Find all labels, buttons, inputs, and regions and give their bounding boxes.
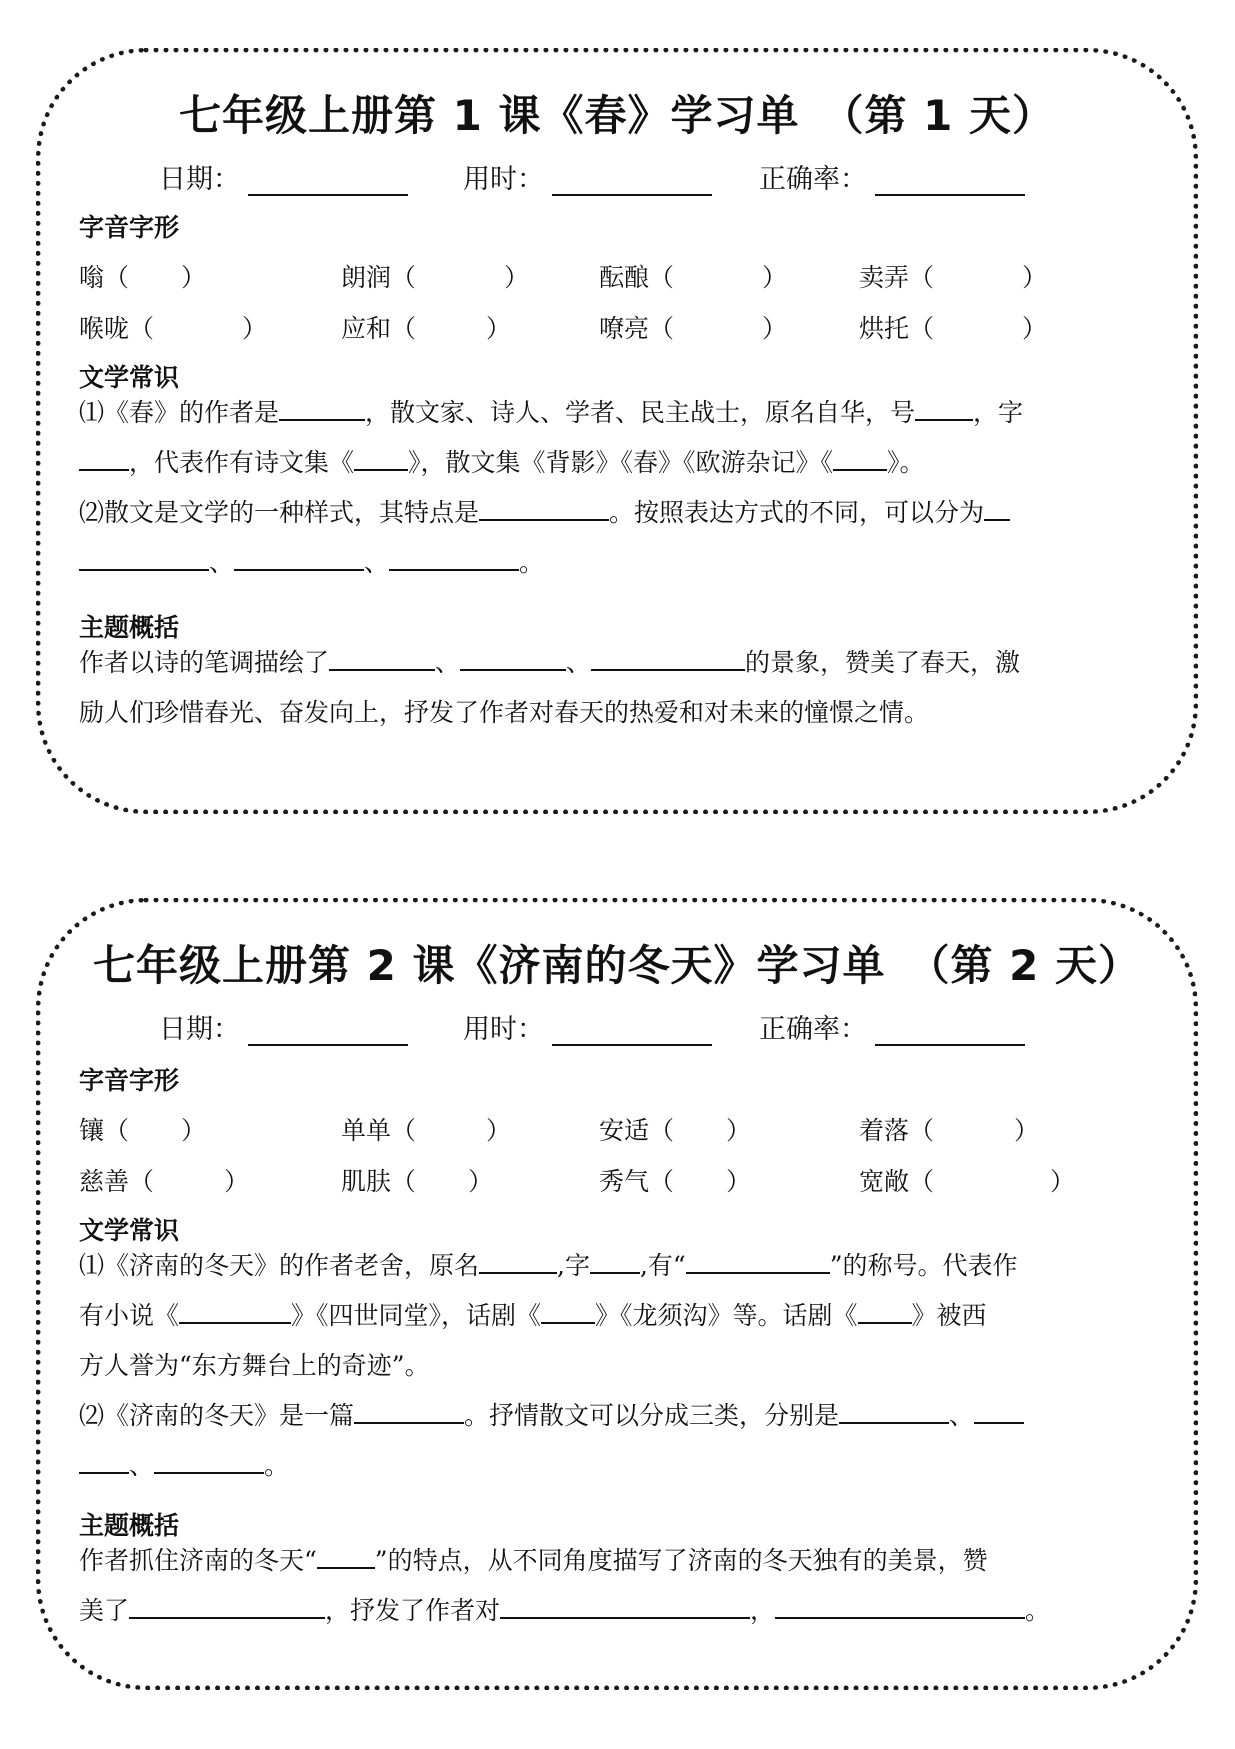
pinyin-word: 嘹亮（ — [599, 314, 675, 343]
worksheet-card-lesson-2 — [36, 898, 1198, 1690]
pinyin-word: 喉咙（ — [79, 314, 155, 343]
pinyin-word: 镶（ — [79, 1116, 130, 1145]
answer-blank[interactable] — [154, 1448, 264, 1474]
pinyin-row-1: 镶（ ） 单单（ ） 安适（ ） 着落（ ） — [79, 1116, 1040, 1145]
answer-blank[interactable] — [541, 1298, 595, 1324]
accuracy-field[interactable] — [875, 168, 1025, 196]
answer-blank[interactable] — [479, 495, 609, 521]
answer-blank[interactable] — [479, 1248, 557, 1274]
time-label: 用时： — [463, 1014, 544, 1045]
pinyin-word: 秀气（ — [599, 1167, 675, 1196]
literature-question-1: ⑴《春》的作者是 ，散文家、诗人、学者、民主战士，原名自华，号 ，字 ，代表作有诗文集《 》，散文集《背影》《春》《欧游杂记》《 》。 — [79, 388, 1164, 488]
answer-blank[interactable] — [590, 1248, 640, 1274]
answer-blank[interactable] — [591, 645, 745, 671]
time-field[interactable] — [552, 168, 712, 196]
literature-question-2: ⑵《济南的冬天》是一篇 。抒情散文可以分成三类，分别是 、 、 。 — [79, 1391, 1164, 1491]
answer-blank[interactable] — [389, 545, 519, 571]
pinyin-word: 着落（ — [859, 1116, 935, 1145]
section-heading-pinyin: 字音字形 — [79, 213, 180, 242]
answer-blank[interactable] — [234, 545, 364, 571]
pinyin-word: 应和（ — [341, 314, 417, 343]
accuracy-label: 正确率： — [759, 164, 867, 195]
section-heading-literature: 文学常识 — [79, 363, 180, 392]
answer-blank[interactable] — [329, 645, 435, 671]
answer-blank[interactable] — [974, 1398, 1024, 1424]
answer-blank[interactable] — [984, 495, 1010, 521]
pinyin-word: 酝酿（ — [599, 263, 675, 292]
answer-blank[interactable] — [129, 1593, 325, 1619]
pinyin-word: 慈善（ — [79, 1167, 155, 1196]
pinyin-word: 嗡（ — [79, 263, 130, 292]
theme-summary: 作者以诗的笔调描绘了 、 、 的景象，赞美了春天，激 励人们珍惜春光、奋发向上，抒发了作者对春天的热爱和对未来的憧憬之情。 — [79, 638, 1164, 738]
worksheet-title: 七年级上册第 1 课《春》学习单 （第 1 天） — [179, 91, 1055, 140]
answer-blank[interactable] — [686, 1248, 830, 1274]
time-field[interactable] — [552, 1018, 712, 1046]
answer-blank[interactable] — [775, 1593, 1025, 1619]
section-heading-pinyin: 字音字形 — [79, 1066, 180, 1095]
accuracy-field[interactable] — [875, 1018, 1025, 1046]
answer-blank[interactable] — [79, 545, 209, 571]
pinyin-word: 朗润（ — [341, 263, 417, 292]
time-label: 用时： — [463, 164, 544, 195]
accuracy-label: 正确率： — [759, 1014, 867, 1045]
answer-blank[interactable] — [354, 445, 408, 471]
answer-blank[interactable] — [500, 1593, 750, 1619]
date-field[interactable] — [248, 168, 408, 196]
date-field[interactable] — [248, 1018, 408, 1046]
pinyin-row-1: 嗡（ ） 朗润（ ） 酝酿（ ） 卖弄（ ） — [79, 263, 1048, 292]
pinyin-word: 卖弄（ — [859, 263, 935, 292]
literature-question-1: ⑴《济南的冬天》的作者老舍，原名 ,字 ,有“ ”的称号。代表作 有小说《 》《四世同堂》，话剧《 》《龙须沟》等。话剧《 》被西 方人誉为“东方舞台上的奇迹”。 — [79, 1241, 1164, 1391]
section-heading-literature: 文学常识 — [79, 1216, 180, 1245]
answer-blank[interactable] — [354, 1398, 464, 1424]
date-label: 日期： — [159, 164, 240, 195]
answer-blank[interactable] — [317, 1543, 375, 1569]
date-label: 日期： — [159, 1014, 240, 1045]
answer-blank[interactable] — [279, 395, 365, 421]
answer-blank[interactable] — [839, 1398, 949, 1424]
theme-summary: 作者抓住济南的冬天“ ”的特点，从不同角度描写了济南的冬天独有的美景，赞 美了 ，抒发了作者对 ， 。 — [79, 1536, 1164, 1636]
pinyin-word: 肌肤（ — [341, 1167, 417, 1196]
answer-blank[interactable] — [915, 395, 973, 421]
worksheet-card-lesson-1 — [36, 48, 1198, 814]
pinyin-word: 烘托（ — [859, 314, 935, 343]
answer-blank[interactable] — [833, 445, 887, 471]
section-heading-theme: 主题概括 — [79, 1511, 180, 1540]
answer-blank[interactable] — [179, 1298, 291, 1324]
pinyin-word: 宽敞（ — [859, 1167, 935, 1196]
pinyin-row-2: 慈善（ ） 肌肤（ ） 秀气（ ） 宽敞（ ） — [79, 1167, 1076, 1196]
answer-blank[interactable] — [79, 1448, 129, 1474]
pinyin-word: 安适（ — [599, 1116, 675, 1145]
pinyin-row-2: 喉咙（ ） 应和（ ） 嘹亮（ ） 烘托（ ） — [79, 314, 1048, 343]
answer-blank[interactable] — [79, 445, 129, 471]
answer-blank[interactable] — [858, 1298, 912, 1324]
worksheet-title: 七年级上册第 2 课《济南的冬天》学习单 （第 2 天） — [93, 941, 1141, 990]
literature-question-2: ⑵散文是文学的一种样式，其特点是 。按照表达方式的不同，可以分为 、 、 。 — [79, 488, 1164, 588]
answer-blank[interactable] — [460, 645, 566, 671]
pinyin-word: 单单（ — [341, 1116, 417, 1145]
section-heading-theme: 主题概括 — [79, 613, 180, 642]
